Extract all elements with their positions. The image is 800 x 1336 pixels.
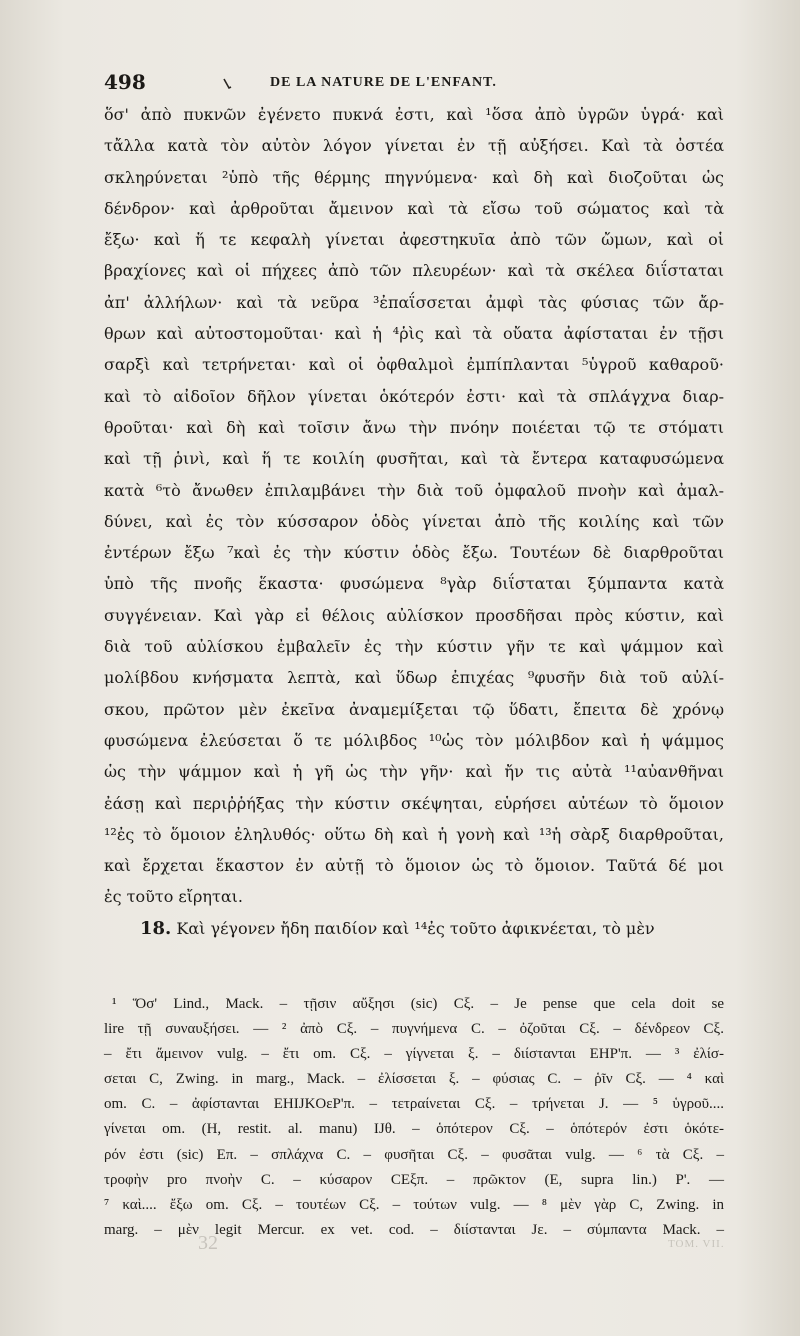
- text-line: καὶ ἔρχεται ἕκαστον ἐν αὐτῇ τὸ ὅμοιον ὡς τὸ ὅμοιον. Ταῦτά δέ μοι: [104, 856, 724, 876]
- text-line: θροῦται· καὶ δὴ καὶ τοῖσιν ἄνω τὴν πνόην ποιέεται τῷ τε στόματι: [104, 417, 724, 437]
- text-line: φυσώμενα ἐλεύσεται ὅ τε μόλιβδος ¹⁰ὡς τὸν μόλιβδον καὶ ἡ ψάμμος: [104, 730, 724, 750]
- text-line: καὶ τῇ ῥινὶ, καὶ ἥ τε κοιλίη φυσῆται, καὶ τὰ ἔντερα καταφυσώμενα: [104, 449, 724, 469]
- text-line: ἐάσῃ καὶ περιῤῥήξας τὴν κύστιν σκέψηται, εὑρήσει αὐτέων τὸ ὅμοιον: [104, 793, 724, 813]
- footnote-line: ¹ Ὅσ' Lind., Mack. – τῇσιν αὔξησι (sic) Cξ. – Je pense que cela doit se: [112, 996, 724, 1012]
- running-title: DE LA NATURE DE L'ENFANT.: [270, 75, 497, 90]
- text-line: ὅσ' ἀπὸ πυκνῶν ἐγένετο πυκνά ἐστι, καὶ ¹ὅσα ἀπὸ ὑγρῶν ὑγρά· καὶ: [104, 105, 724, 124]
- footnote-line: om. C. – ἀφίστανται EHIJKOεP'π. – τετραίνεται Cξ. – τρήνεται J. — ⁵ ὑγροῦ....: [104, 1096, 724, 1113]
- text-line: ¹²ἐς τὸ ὅμοιον ἐληλυθός· οὕτω δὴ καὶ ἡ γονὴ καὶ ¹³ἡ σὰρξ διαρθροῦται,: [104, 824, 724, 844]
- footnote-line: σεται C, Zwing. in marg., Mack. – ἐλίσσεται ξ. – φύσιας C. – ῥῖν Cξ. — ⁴ καὶ: [104, 1071, 724, 1088]
- text-line: ἐντέρων ἔξω ⁷καὶ ἐς τὴν κύστιν ὁδὸς ἔξω. Τουτέων δὲ διαρθροῦται: [104, 543, 724, 563]
- text-line: βραχίονες καὶ οἱ πήχεες ἀπὸ τῶν πλευρέων· καὶ τὰ σκέλεα διΐσταται: [104, 261, 724, 281]
- section-18-line: [104, 913, 724, 944]
- text-line: συγγένειαν. Καὶ γὰρ εἰ θέλοις αὐλίσκον προσδῆσαι πρὸς κύστιν, καὶ: [104, 605, 724, 625]
- footnote-line: – ἔτι ἄμεινον vulg. – ἔτι om. Cξ. – γίγνεται ξ. – διίστανται EHP'π. — ³ ἐλίσ-: [104, 1046, 724, 1063]
- footnote-line: γίνεται om. (H, restit. al. manu) IJθ. – ὁπότερον Cξ. – ὁπότερόν ἐστι ὁκότε-: [104, 1121, 724, 1138]
- text-line: θρων καὶ αὐτοστομοῦται· καὶ ἡ ⁴ῥὶς καὶ τὰ οὔατα ἀφίσταται ἐν τῇσι: [104, 324, 724, 344]
- footnote-line: marg. – μὲν legit Mercur. ex vet. cod. – διίστανται Jε. – σύμπαντα Mack. –: [104, 1221, 724, 1238]
- section-text: Καὶ γέγονεν ἤδη παιδίον καὶ ¹⁴ἐς τοῦτο ἀφικνέεται, τὸ μὲν: [176, 918, 655, 938]
- footnote-line: lire τῇ συναυξήσει. — ² ἀπὸ Cξ. – πυγνήμενα C. – ὀζοῦται Cξ. – δένδρεον Cξ.: [104, 1021, 724, 1038]
- text-line: ὑπὸ τῆς πνοῆς ἕκαστα· φυσώμενα ⁸γὰρ διΐσταται ξύμπαντα κατὰ: [104, 574, 724, 594]
- greek-text-body: [104, 99, 724, 944]
- text-line: ἐς τοῦτο εἴρηται.: [104, 887, 243, 907]
- footnote-line: ρόν ἐστι (sic) Eπ. – σπλάχνα C. – φυσῆται Cξ. – φυσᾶται vulg. — ⁶ τὰ Cξ. –: [104, 1146, 724, 1163]
- footnote-line: ⁷ καὶ.... ἔξω om. Cξ. – τουτέων Cξ. – τούτων vulg. — ⁸ μὲν γὰρ C, Zwing. in: [104, 1196, 724, 1213]
- page-number: 498: [104, 70, 146, 94]
- text-line: σκου, πρῶτον μὲν ἐκεῖνα ἀναμεμίξεται τῷ ὕδατι, ἔπειτα δὲ χρόνῳ: [104, 699, 724, 719]
- text-line: σκληρύνεται ²ὑπὸ τῆς θέρμης πηγνύμενα· καὶ δὴ καὶ διοζοῦται ὡς: [104, 167, 724, 187]
- text-line: διὰ τοῦ αὐλίσκου ἐμβαλεῖν ἐς τὴν κύστιν γῆν τε καὶ ψάμμον καὶ: [104, 637, 724, 657]
- text-line: κατὰ ⁶τὸ ἄνωθεν ἐπιλαμβάνει τὴν διὰ τοῦ ὀμφαλοῦ πνοὴν καὶ ἀμαλ-: [104, 480, 724, 500]
- bleed-sheet-number: 32: [198, 1232, 218, 1254]
- text-line: μολίβδου κνήσματα λεπτὰ, καὶ ὕδωρ ἐπιχέας ⁹φυσῆν διὰ τοῦ αὐλί-: [104, 668, 724, 688]
- text-line: ὡς τὴν ψάμμον καὶ ἡ γῆ ὡς τὴν γῆν· καὶ ἤν τις αὐτὰ ¹¹αὐανθῆναι: [104, 762, 724, 782]
- text-line: δένδρον· καὶ ἀρθροῦται ἄμεινον καὶ τὰ εἴσω τοῦ σώματος καὶ τὰ: [104, 198, 724, 218]
- section-number: 18.: [140, 917, 172, 939]
- page-header: [104, 70, 724, 96]
- text-line: σαρξὶ καὶ τετρήνεται· καὶ οἱ ὀφθαλμοὶ ἐμπίπλανται ⁵ὑγροῦ καθαροῦ·: [104, 355, 724, 375]
- ink-mark-icon: [222, 78, 232, 90]
- text-line: καὶ τὸ αἰδοῖον δῆλον γίνεται ὁκότερόν ἐστι· καὶ τὰ σπλάγχνα διαρ-: [104, 386, 724, 406]
- footnote-line: τροφὴν pro πνοὴν C. – κύσαρον CEξπ. – πρῶκτον (E, supra lin.) P'. —: [104, 1171, 724, 1188]
- text-line: δύνει, καὶ ἐς τὸν κύσσαρον ὁδὸς γίνεται ἀπὸ τῆς κοιλίης καὶ τῶν: [104, 511, 724, 531]
- text-line: τἄλλα κατὰ τὸν αὐτὸν λόγον γίνεται ἐν τῇ αὐξήσει. Καὶ τὰ ὀστέα: [104, 136, 724, 156]
- text-line: ἔξω· καὶ ἥ τε κεφαλὴ γίνεται ἀφεστηκυῖα ἀπὸ τῶν ὤμων, καὶ οἱ: [104, 230, 724, 250]
- critical-apparatus: [104, 992, 724, 1243]
- bleed-signature: TOM. VII.: [668, 1238, 725, 1250]
- text-line: ἀπ' ἀλλήλων· καὶ τὰ νεῦρα ³ἐπαΐσσεται ἀμφὶ τὰς φύσιας τῶν ἄρ-: [104, 292, 724, 312]
